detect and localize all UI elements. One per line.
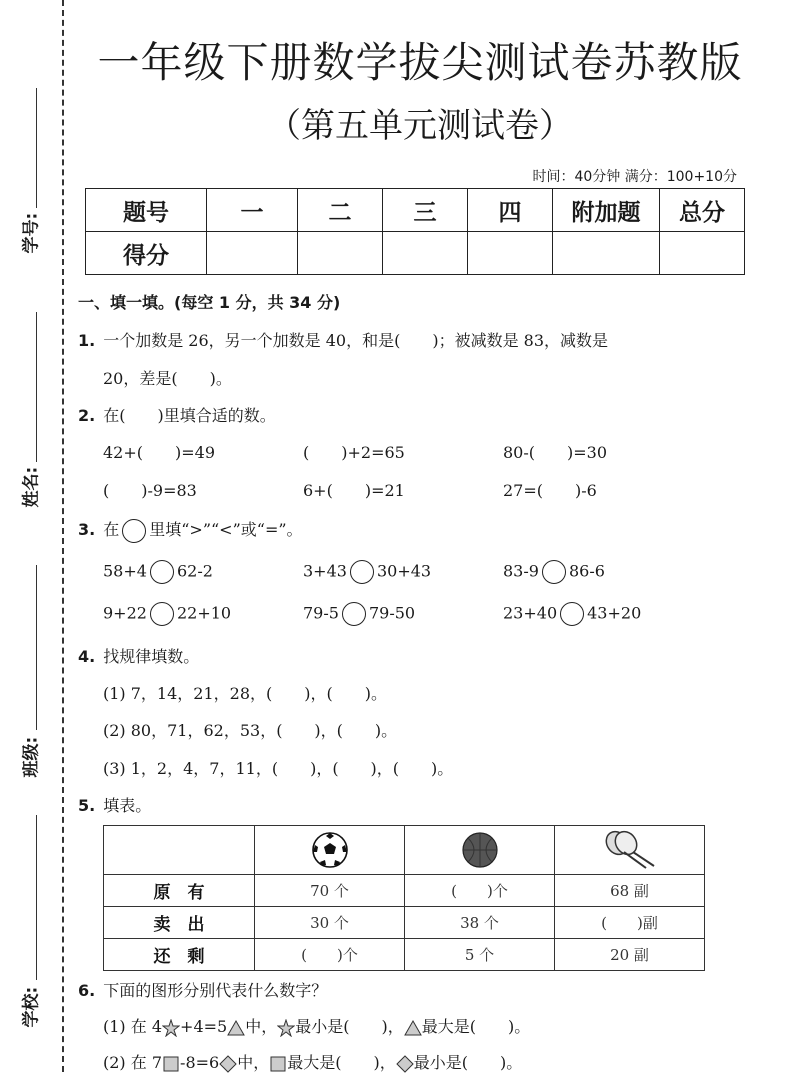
q3-item (103, 602, 231, 626)
class-line (36, 565, 37, 730)
q4-prompt: 找规律填数。 (103, 647, 200, 666)
q3-left: 83-9 (503, 561, 539, 581)
table-cell: ( )副 (555, 907, 705, 939)
table-cell: 20 副 (555, 939, 705, 971)
q2-item: 80-( )=30 (503, 443, 608, 462)
score-cell[interactable] (207, 232, 298, 275)
section-heading: 一、填一填。(每空 1 分，共 34 分) (78, 293, 341, 312)
basketball-cell (405, 826, 555, 875)
table-cell: 70 个 (255, 875, 405, 907)
q6-text: -8=6 (180, 1053, 220, 1072)
square-icon (162, 1055, 180, 1073)
q2-item: ( )-9=83 (103, 481, 197, 500)
class-label: 班级: (21, 736, 42, 778)
score-table (85, 188, 745, 275)
compare-circle[interactable] (542, 560, 566, 584)
compare-circle[interactable] (350, 560, 374, 584)
compare-circle[interactable] (342, 602, 366, 626)
soccer-ball-cell (255, 826, 405, 875)
score-header-cell: 附加题 (553, 189, 660, 232)
q6-text: 中， (245, 1017, 278, 1036)
q1-number: 1. (78, 331, 96, 350)
q3-number: 3. (78, 520, 96, 539)
badminton-rackets-icon (602, 830, 658, 870)
score-header-cell: 二 (298, 189, 383, 232)
score-table-score-row (86, 232, 745, 275)
score-header-cell: 一 (207, 189, 298, 232)
score-header-cell: 总分 (660, 189, 745, 232)
q6-text: 最小是( )， (295, 1017, 404, 1036)
basketball-icon (460, 830, 500, 870)
q3-right: 86-6 (568, 561, 605, 581)
triangle-icon (404, 1019, 422, 1037)
q2-prompt-line (78, 403, 276, 426)
star-icon (277, 1019, 295, 1037)
score-cell[interactable] (383, 232, 468, 275)
q5-number: 5. (78, 796, 96, 815)
score-cell[interactable] (298, 232, 383, 275)
table-row (104, 907, 705, 939)
row-label: 原 有 (104, 875, 255, 907)
table-row (104, 875, 705, 907)
sales-table (103, 825, 705, 971)
q3-item (303, 602, 415, 626)
q3-left: 9+22 (103, 603, 147, 623)
q6-text: 最大是( )。 (421, 1017, 531, 1036)
q3-right: 79-50 (368, 603, 416, 623)
circle-icon (122, 519, 146, 543)
sales-table-header-row (104, 826, 705, 875)
q4-number: 4. (78, 647, 96, 666)
triangle-icon (227, 1019, 245, 1037)
q1-line2: 20，差是( )。 (103, 369, 232, 388)
q6-number: 6. (78, 981, 96, 1000)
cut-line (62, 0, 64, 1072)
q6-text: 中， (237, 1053, 270, 1072)
q3-item (503, 560, 605, 584)
q2-item: ( )+2=65 (303, 443, 405, 462)
table-cell: 68 副 (555, 875, 705, 907)
q5-prompt-line (78, 793, 151, 816)
diamond-icon (219, 1055, 237, 1073)
q6-prompt-line (78, 978, 327, 1001)
school-label: 学校: (21, 986, 42, 1028)
q3-left: 58+4 (103, 561, 147, 581)
star-icon (162, 1019, 180, 1037)
q3-right: 30+43 (376, 561, 432, 581)
q4-line: (3) 1，2，4，7，11，( )，( )，( )。 (103, 759, 454, 778)
school-line (36, 815, 37, 980)
q1-line1 (78, 328, 608, 351)
q2-item: 42+( )=49 (103, 443, 216, 462)
page-subtitle: （第五单元测试卷） (267, 106, 573, 146)
q3-right: 22+10 (176, 603, 232, 623)
q1-text1: 一个加数是 26，另一个加数是 40，和是( )；被减数是 83，减数是 (103, 331, 609, 350)
q2-item: 6+( )=21 (303, 481, 405, 500)
q4-line: (2) 80，71，62，53，( )，( )。 (103, 721, 398, 740)
q3-item (103, 560, 213, 584)
q5-prompt: 填表。 (103, 796, 152, 815)
q3-left: 3+43 (303, 561, 347, 581)
q3-left: 79-5 (303, 603, 339, 623)
name-line (36, 312, 37, 462)
q2-prompt: 在( )里填合适的数。 (103, 406, 276, 425)
compare-circle[interactable] (150, 560, 174, 584)
time-info: 时间：40分钟 满分：100+10分 (532, 169, 737, 185)
q6-prompt: 下面的图形分别代表什么数字？ (103, 981, 328, 1000)
q3-item (503, 602, 641, 626)
q6-text: +4=5 (180, 1017, 228, 1036)
q3-prompt-a: 在 (103, 520, 120, 539)
table-cell: 38 个 (405, 907, 555, 939)
score-cell[interactable] (660, 232, 745, 275)
compare-circle[interactable] (150, 602, 174, 626)
q6-text: 最大是( )， (287, 1053, 396, 1072)
score-table-header-row (86, 189, 745, 232)
q6-line1 (103, 1014, 530, 1037)
score-header-cell: 题号 (86, 189, 207, 232)
q2-number: 2. (78, 406, 96, 425)
q3-prompt-b: 里填“>”“<”或“=”。 (149, 520, 303, 539)
q2-item: 27=( )-6 (503, 481, 597, 500)
badminton-rackets-cell (555, 826, 705, 875)
q6-line2 (103, 1050, 522, 1073)
table-cell: 5 个 (405, 939, 555, 971)
q3-left: 23+40 (503, 603, 558, 623)
student-id-label: 学号: (21, 212, 42, 254)
row-label: 还 剩 (104, 939, 255, 971)
q3-item (303, 560, 431, 584)
student-id-line (36, 88, 37, 208)
q4-prompt-line (78, 644, 199, 667)
table-cell: 30 个 (255, 907, 405, 939)
q3-right: 43+20 (587, 603, 642, 623)
binding-margin (0, 0, 70, 1072)
score-cell[interactable] (553, 232, 660, 275)
q6-text: (2) 在 7 (103, 1053, 163, 1072)
table-row (104, 939, 705, 971)
table-cell: ( )个 (405, 875, 555, 907)
q6-text: (1) 在 4 (103, 1017, 163, 1036)
score-header-cell: 四 (468, 189, 553, 232)
score-row-label: 得分 (86, 232, 207, 275)
soccer-ball-icon (310, 830, 350, 870)
name-label: 姓名: (21, 466, 42, 508)
q3-prompt-line (78, 517, 303, 543)
diamond-icon (396, 1055, 414, 1073)
q4-line: (1) 7，14，21，28，( )，( )。 (103, 684, 387, 703)
score-cell[interactable] (468, 232, 553, 275)
blank-header-cell (104, 826, 255, 875)
row-label: 卖 出 (104, 907, 255, 939)
q6-text: 最小是( )。 (413, 1053, 523, 1072)
square-icon (269, 1055, 287, 1073)
q3-right: 62-2 (176, 561, 213, 581)
table-cell: ( )个 (255, 939, 405, 971)
score-header-cell: 三 (383, 189, 468, 232)
compare-circle[interactable] (560, 602, 584, 626)
page-title: 一年级下册数学拔尖测试卷苏教版 (97, 38, 743, 87)
